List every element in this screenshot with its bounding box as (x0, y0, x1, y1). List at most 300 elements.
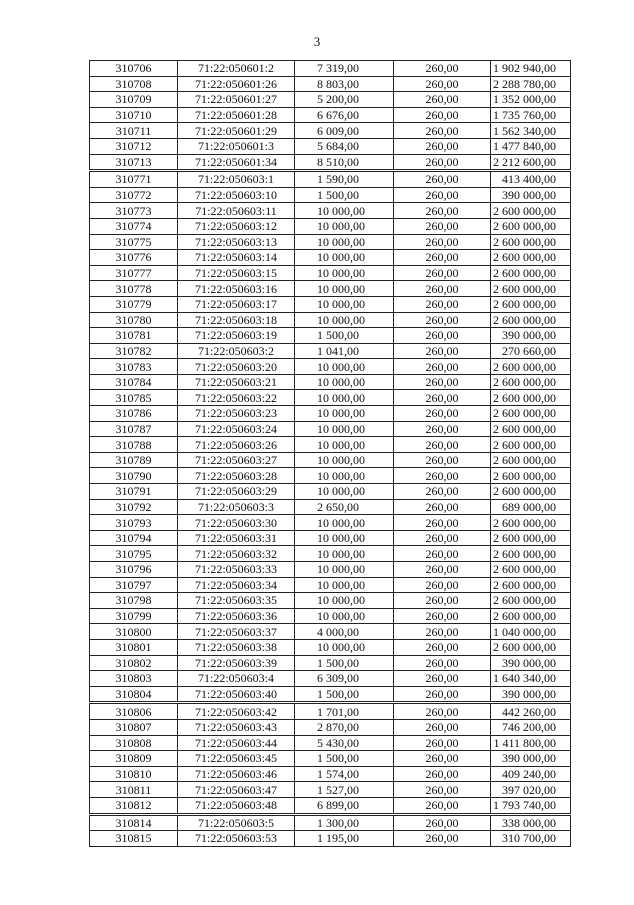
cadastral-number-cell: 71:22:050603:3 (178, 499, 295, 515)
value-cell: 2 600 000,00 (491, 281, 571, 297)
table-row (90, 171, 571, 188)
plot-id-cell: 310778 (90, 281, 178, 297)
cadastral-number-cell: 71:22:050603:5 (178, 814, 295, 831)
plot-id-cell: 310713 (90, 154, 178, 171)
cadastral-number-cell: 71:22:050603:30 (178, 515, 295, 531)
rate-cell: 260,00 (394, 61, 491, 77)
plot-id-cell: 310809 (90, 751, 178, 767)
rate-cell: 260,00 (394, 562, 491, 578)
value-cell: 413 400,00 (491, 171, 571, 188)
plot-id-cell: 310802 (90, 655, 178, 671)
rate-cell: 260,00 (394, 814, 491, 831)
area-cell: 10 000,00 (295, 359, 394, 375)
rate-cell: 260,00 (394, 437, 491, 453)
cadastral-number-cell: 71:22:050603:20 (178, 359, 295, 375)
area-cell: 10 000,00 (295, 452, 394, 468)
cadastral-number-cell: 71:22:050603:19 (178, 328, 295, 344)
value-cell: 1 902 940,00 (491, 61, 571, 77)
value-cell: 390 000,00 (491, 655, 571, 671)
rate-cell: 260,00 (394, 782, 491, 798)
plot-id-cell: 310706 (90, 61, 178, 77)
area-cell: 10 000,00 (295, 374, 394, 390)
value-cell: 2 600 000,00 (491, 421, 571, 437)
plot-id-cell: 310815 (90, 831, 178, 847)
table-row (90, 76, 571, 92)
area-cell: 10 000,00 (295, 312, 394, 328)
cadastral-number-cell: 71:22:050601:3 (178, 138, 295, 154)
value-cell: 2 600 000,00 (491, 359, 571, 375)
cadastral-number-cell: 71:22:050603:47 (178, 782, 295, 798)
table-row (90, 437, 571, 453)
cadastral-number-cell: 71:22:050603:44 (178, 735, 295, 751)
table-body (90, 61, 571, 847)
area-cell: 10 000,00 (295, 484, 394, 500)
table-row (90, 686, 571, 703)
value-cell: 397 020,00 (491, 782, 571, 798)
area-cell: 10 000,00 (295, 562, 394, 578)
value-cell: 1 477 840,00 (491, 138, 571, 154)
plot-id-cell: 310780 (90, 312, 178, 328)
cadastral-number-cell: 71:22:050603:10 (178, 187, 295, 203)
plot-id-cell: 310779 (90, 296, 178, 312)
rate-cell: 260,00 (394, 154, 491, 171)
area-cell: 1 500,00 (295, 686, 394, 703)
plot-id-cell: 310796 (90, 562, 178, 578)
cadastral-number-cell: 71:22:050603:36 (178, 608, 295, 624)
rate-cell: 260,00 (394, 577, 491, 593)
plot-id-cell: 310801 (90, 639, 178, 655)
plot-id-cell: 310783 (90, 359, 178, 375)
table-row (90, 577, 571, 593)
table-row (90, 281, 571, 297)
area-cell: 10 000,00 (295, 265, 394, 281)
table-row (90, 265, 571, 281)
plot-id-cell: 310709 (90, 92, 178, 108)
plot-id-cell: 310773 (90, 203, 178, 219)
plot-id-cell: 310806 (90, 703, 178, 720)
plot-id-cell: 310775 (90, 234, 178, 250)
cadastral-number-cell: 71:22:050603:39 (178, 655, 295, 671)
table-row (90, 250, 571, 266)
cadastral-number-cell: 71:22:050603:22 (178, 390, 295, 406)
rate-cell: 260,00 (394, 831, 491, 847)
area-cell: 10 000,00 (295, 608, 394, 624)
cadastral-number-cell: 71:22:050603:43 (178, 719, 295, 735)
value-cell: 2 600 000,00 (491, 608, 571, 624)
area-cell: 8 510,00 (295, 154, 394, 171)
value-cell: 2 600 000,00 (491, 250, 571, 266)
land-plot-table (89, 60, 571, 847)
cadastral-number-cell: 71:22:050601:27 (178, 92, 295, 108)
rate-cell: 260,00 (394, 359, 491, 375)
area-cell: 6 676,00 (295, 107, 394, 123)
rate-cell: 260,00 (394, 719, 491, 735)
cadastral-number-cell: 71:22:050603:27 (178, 452, 295, 468)
rate-cell: 260,00 (394, 171, 491, 188)
value-cell: 390 000,00 (491, 187, 571, 203)
area-cell: 1 041,00 (295, 343, 394, 359)
value-cell: 1 411 800,00 (491, 735, 571, 751)
rate-cell: 260,00 (394, 639, 491, 655)
table-row (90, 421, 571, 437)
area-cell: 1 590,00 (295, 171, 394, 188)
plot-id-cell: 310712 (90, 138, 178, 154)
cadastral-number-cell: 71:22:050603:24 (178, 421, 295, 437)
area-cell: 10 000,00 (295, 577, 394, 593)
plot-id-cell: 310782 (90, 343, 178, 359)
value-cell: 1 735 760,00 (491, 107, 571, 123)
table-row (90, 343, 571, 359)
value-cell: 2 600 000,00 (491, 639, 571, 655)
area-cell: 1 527,00 (295, 782, 394, 798)
cadastral-number-cell: 71:22:050603:33 (178, 562, 295, 578)
cadastral-number-cell: 71:22:050603:23 (178, 406, 295, 422)
rate-cell: 260,00 (394, 218, 491, 234)
value-cell: 2 600 000,00 (491, 546, 571, 562)
rate-cell: 260,00 (394, 107, 491, 123)
value-cell: 2 600 000,00 (491, 593, 571, 609)
plot-id-cell: 310798 (90, 593, 178, 609)
plot-id-cell: 310811 (90, 782, 178, 798)
value-cell: 2 600 000,00 (491, 296, 571, 312)
area-cell: 4 000,00 (295, 624, 394, 640)
value-cell: 746 200,00 (491, 719, 571, 735)
cadastral-number-cell: 71:22:050603:48 (178, 797, 295, 814)
rate-cell: 260,00 (394, 608, 491, 624)
table-row (90, 751, 571, 767)
value-cell: 442 260,00 (491, 703, 571, 720)
area-cell: 1 500,00 (295, 751, 394, 767)
table-row (90, 608, 571, 624)
area-cell: 1 300,00 (295, 814, 394, 831)
rate-cell: 260,00 (394, 406, 491, 422)
table-row (90, 515, 571, 531)
area-cell: 10 000,00 (295, 421, 394, 437)
area-cell: 10 000,00 (295, 250, 394, 266)
table-row (90, 123, 571, 139)
cadastral-number-cell: 71:22:050603:4 (178, 671, 295, 687)
table-row (90, 671, 571, 687)
table-row (90, 655, 571, 671)
plot-id-cell: 310789 (90, 452, 178, 468)
table-row (90, 312, 571, 328)
value-cell: 2 600 000,00 (491, 390, 571, 406)
area-cell: 10 000,00 (295, 296, 394, 312)
plot-id-cell: 310797 (90, 577, 178, 593)
value-cell: 2 600 000,00 (491, 452, 571, 468)
table-row (90, 814, 571, 831)
area-cell: 5 430,00 (295, 735, 394, 751)
rate-cell: 260,00 (394, 468, 491, 484)
rate-cell: 260,00 (394, 499, 491, 515)
table-row (90, 218, 571, 234)
table-row (90, 296, 571, 312)
rate-cell: 260,00 (394, 296, 491, 312)
cadastral-number-cell: 71:22:050603:15 (178, 265, 295, 281)
rate-cell: 260,00 (394, 735, 491, 751)
value-cell: 2 212 600,00 (491, 154, 571, 171)
table-row (90, 797, 571, 814)
plot-id-cell: 310785 (90, 390, 178, 406)
plot-id-cell: 310791 (90, 484, 178, 500)
value-cell: 1 793 740,00 (491, 797, 571, 814)
area-cell: 10 000,00 (295, 639, 394, 655)
rate-cell: 260,00 (394, 797, 491, 814)
value-cell: 2 600 000,00 (491, 562, 571, 578)
rate-cell: 260,00 (394, 671, 491, 687)
plot-id-cell: 310800 (90, 624, 178, 640)
value-cell: 2 600 000,00 (491, 515, 571, 531)
rate-cell: 260,00 (394, 328, 491, 344)
value-cell: 689 000,00 (491, 499, 571, 515)
cadastral-number-cell: 71:22:050603:16 (178, 281, 295, 297)
area-cell: 2 870,00 (295, 719, 394, 735)
area-cell: 7 319,00 (295, 61, 394, 77)
plot-id-cell: 310784 (90, 374, 178, 390)
cadastral-number-cell: 71:22:050603:28 (178, 468, 295, 484)
area-cell: 10 000,00 (295, 468, 394, 484)
table-row (90, 831, 571, 847)
rate-cell: 260,00 (394, 76, 491, 92)
rate-cell: 260,00 (394, 312, 491, 328)
rate-cell: 260,00 (394, 265, 491, 281)
area-cell: 1 500,00 (295, 328, 394, 344)
table-row (90, 452, 571, 468)
rate-cell: 260,00 (394, 686, 491, 703)
cadastral-number-cell: 71:22:050603:38 (178, 639, 295, 655)
cadastral-number-cell: 71:22:050603:29 (178, 484, 295, 500)
area-cell: 6 009,00 (295, 123, 394, 139)
area-cell: 1 701,00 (295, 703, 394, 720)
cadastral-number-cell: 71:22:050601:2 (178, 61, 295, 77)
table-row (90, 107, 571, 123)
cadastral-number-cell: 71:22:050601:29 (178, 123, 295, 139)
cadastral-number-cell: 71:22:050603:12 (178, 218, 295, 234)
cadastral-number-cell: 71:22:050603:1 (178, 171, 295, 188)
cadastral-number-cell: 71:22:050603:32 (178, 546, 295, 562)
rate-cell: 260,00 (394, 624, 491, 640)
area-cell: 10 000,00 (295, 203, 394, 219)
table-row (90, 499, 571, 515)
rate-cell: 260,00 (394, 530, 491, 546)
rate-cell: 260,00 (394, 187, 491, 203)
area-cell: 10 000,00 (295, 530, 394, 546)
page-number: 3 (313, 34, 321, 49)
value-cell: 390 000,00 (491, 751, 571, 767)
area-cell: 10 000,00 (295, 437, 394, 453)
cadastral-number-cell: 71:22:050603:45 (178, 751, 295, 767)
cadastral-number-cell: 71:22:050603:35 (178, 593, 295, 609)
area-cell: 10 000,00 (295, 390, 394, 406)
plot-id-cell: 310772 (90, 187, 178, 203)
plot-id-cell: 310710 (90, 107, 178, 123)
table-row (90, 546, 571, 562)
area-cell: 5 200,00 (295, 92, 394, 108)
table-row (90, 138, 571, 154)
cadastral-number-cell: 71:22:050603:14 (178, 250, 295, 266)
plot-id-cell: 310708 (90, 76, 178, 92)
cadastral-number-cell: 71:22:050603:37 (178, 624, 295, 640)
area-cell: 5 684,00 (295, 138, 394, 154)
plot-id-cell: 310787 (90, 421, 178, 437)
rate-cell: 260,00 (394, 655, 491, 671)
area-cell: 10 000,00 (295, 234, 394, 250)
cadastral-number-cell: 71:22:050601:28 (178, 107, 295, 123)
cadastral-number-cell: 71:22:050603:13 (178, 234, 295, 250)
area-cell: 1 500,00 (295, 187, 394, 203)
rate-cell: 260,00 (394, 703, 491, 720)
rate-cell: 260,00 (394, 766, 491, 782)
value-cell: 310 700,00 (491, 831, 571, 847)
value-cell: 2 600 000,00 (491, 203, 571, 219)
plot-id-cell: 310777 (90, 265, 178, 281)
plot-id-cell: 310799 (90, 608, 178, 624)
cadastral-number-cell: 71:22:050603:2 (178, 343, 295, 359)
plot-id-cell: 310814 (90, 814, 178, 831)
value-cell: 2 600 000,00 (491, 468, 571, 484)
rate-cell: 260,00 (394, 92, 491, 108)
table-row (90, 782, 571, 798)
cadastral-number-cell: 71:22:050601:34 (178, 154, 295, 171)
area-cell: 1 574,00 (295, 766, 394, 782)
rate-cell: 260,00 (394, 593, 491, 609)
table-row (90, 187, 571, 203)
rate-cell: 260,00 (394, 390, 491, 406)
value-cell: 2 600 000,00 (491, 218, 571, 234)
table-row (90, 468, 571, 484)
value-cell: 2 600 000,00 (491, 265, 571, 281)
plot-id-cell: 310788 (90, 437, 178, 453)
table-row (90, 484, 571, 500)
area-cell: 1 500,00 (295, 655, 394, 671)
table-row (90, 703, 571, 720)
table-row (90, 374, 571, 390)
value-cell: 2 600 000,00 (491, 577, 571, 593)
value-cell: 390 000,00 (491, 686, 571, 703)
value-cell: 2 600 000,00 (491, 374, 571, 390)
table-row (90, 639, 571, 655)
table-row (90, 61, 571, 77)
area-cell: 1 195,00 (295, 831, 394, 847)
cadastral-number-cell: 71:22:050603:42 (178, 703, 295, 720)
rate-cell: 260,00 (394, 515, 491, 531)
rate-cell: 260,00 (394, 138, 491, 154)
rate-cell: 260,00 (394, 484, 491, 500)
area-cell: 6 309,00 (295, 671, 394, 687)
value-cell: 270 660,00 (491, 343, 571, 359)
table-row (90, 328, 571, 344)
table-row (90, 562, 571, 578)
cadastral-number-cell: 71:22:050603:26 (178, 437, 295, 453)
area-cell: 10 000,00 (295, 218, 394, 234)
table-row (90, 359, 571, 375)
value-cell: 338 000,00 (491, 814, 571, 831)
table-row (90, 406, 571, 422)
plot-id-cell: 310804 (90, 686, 178, 703)
plot-id-cell: 310808 (90, 735, 178, 751)
value-cell: 1 562 340,00 (491, 123, 571, 139)
value-cell: 2 600 000,00 (491, 312, 571, 328)
rate-cell: 260,00 (394, 123, 491, 139)
rate-cell: 260,00 (394, 203, 491, 219)
table-row (90, 234, 571, 250)
rate-cell: 260,00 (394, 250, 491, 266)
area-cell: 2 650,00 (295, 499, 394, 515)
area-cell: 10 000,00 (295, 406, 394, 422)
rate-cell: 260,00 (394, 421, 491, 437)
cadastral-number-cell: 71:22:050603:31 (178, 530, 295, 546)
plot-id-cell: 310810 (90, 766, 178, 782)
cadastral-number-cell: 71:22:050603:46 (178, 766, 295, 782)
table-row (90, 593, 571, 609)
rate-cell: 260,00 (394, 546, 491, 562)
value-cell: 1 640 340,00 (491, 671, 571, 687)
area-cell: 10 000,00 (295, 281, 394, 297)
plot-id-cell: 310812 (90, 797, 178, 814)
area-cell: 6 899,00 (295, 797, 394, 814)
cadastral-number-cell: 71:22:050603:34 (178, 577, 295, 593)
plot-id-cell: 310794 (90, 530, 178, 546)
rate-cell: 260,00 (394, 751, 491, 767)
value-cell: 1 040 000,00 (491, 624, 571, 640)
rate-cell: 260,00 (394, 343, 491, 359)
plot-id-cell: 310790 (90, 468, 178, 484)
value-cell: 390 000,00 (491, 328, 571, 344)
plot-id-cell: 310776 (90, 250, 178, 266)
value-cell: 2 600 000,00 (491, 234, 571, 250)
value-cell: 2 600 000,00 (491, 530, 571, 546)
cadastral-number-cell: 71:22:050603:17 (178, 296, 295, 312)
plot-id-cell: 310793 (90, 515, 178, 531)
plot-id-cell: 310792 (90, 499, 178, 515)
cadastral-number-cell: 71:22:050603:53 (178, 831, 295, 847)
rate-cell: 260,00 (394, 374, 491, 390)
plot-id-cell: 310795 (90, 546, 178, 562)
table-row (90, 766, 571, 782)
table-row (90, 390, 571, 406)
table-row (90, 530, 571, 546)
rate-cell: 260,00 (394, 281, 491, 297)
area-cell: 10 000,00 (295, 515, 394, 531)
table-row (90, 735, 571, 751)
cadastral-number-cell: 71:22:050603:11 (178, 203, 295, 219)
value-cell: 2 600 000,00 (491, 484, 571, 500)
plot-id-cell: 310781 (90, 328, 178, 344)
plot-id-cell: 310774 (90, 218, 178, 234)
cadastral-number-cell: 71:22:050603:21 (178, 374, 295, 390)
plot-id-cell: 310803 (90, 671, 178, 687)
table-row (90, 719, 571, 735)
area-cell: 10 000,00 (295, 546, 394, 562)
rate-cell: 260,00 (394, 234, 491, 250)
plot-id-cell: 310807 (90, 719, 178, 735)
plot-id-cell: 310771 (90, 171, 178, 188)
value-cell: 409 240,00 (491, 766, 571, 782)
cadastral-number-cell: 71:22:050603:18 (178, 312, 295, 328)
value-cell: 1 352 000,00 (491, 92, 571, 108)
cadastral-number-cell: 71:22:050603:40 (178, 686, 295, 703)
cadastral-number-cell: 71:22:050601:26 (178, 76, 295, 92)
value-cell: 2 288 780,00 (491, 76, 571, 92)
rate-cell: 260,00 (394, 452, 491, 468)
value-cell: 2 600 000,00 (491, 437, 571, 453)
plot-id-cell: 310786 (90, 406, 178, 422)
value-cell: 2 600 000,00 (491, 406, 571, 422)
area-cell: 10 000,00 (295, 593, 394, 609)
table-row (90, 154, 571, 171)
area-cell: 8 803,00 (295, 76, 394, 92)
table-row (90, 624, 571, 640)
